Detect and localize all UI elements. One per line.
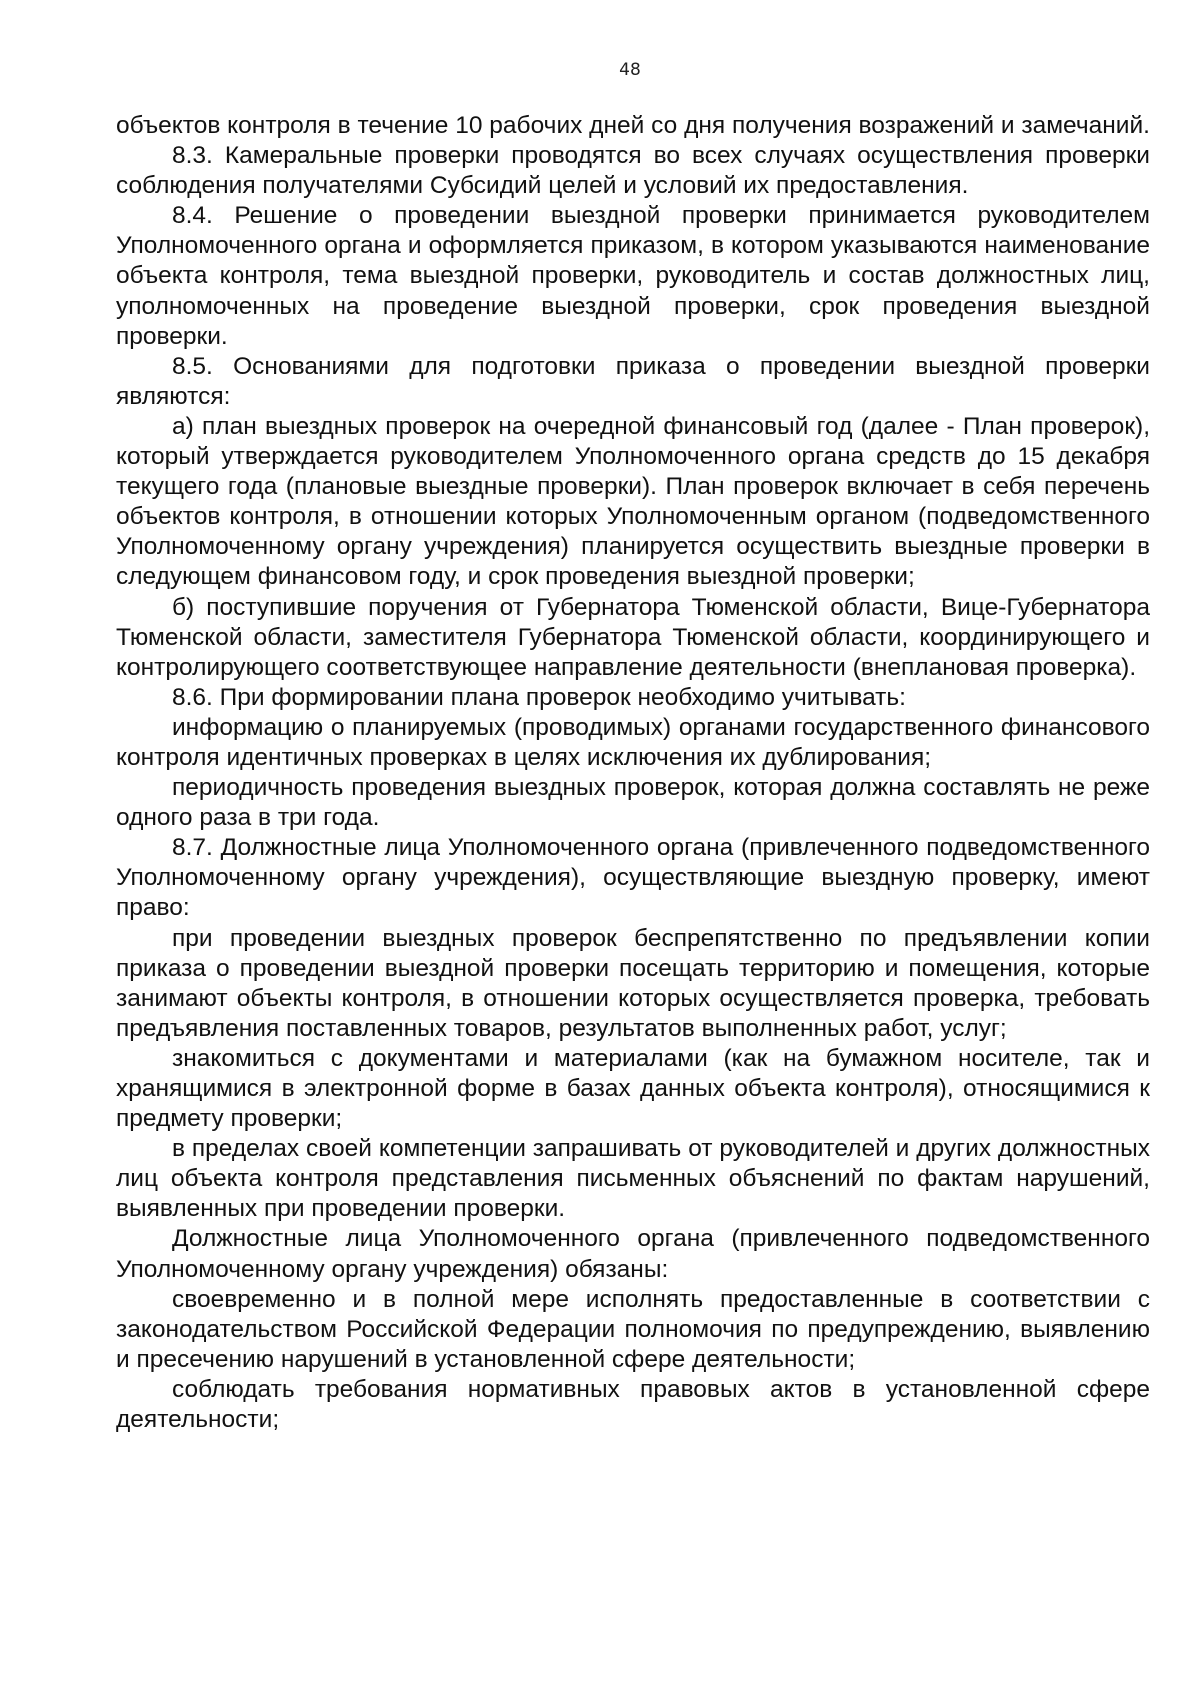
paragraph-8-6-item-2: периодичность проведения выездных проверок, которая должна составлять не реже одного раза в три года. (116, 774, 1150, 832)
paragraph-8-5: 8.5. Основаниями для подготовки приказа о проведении выездной проверки являются: (116, 352, 1150, 410)
paragraph-duties-intro: Должностные лица Уполномоченного органа (привлеченного подведомственного Уполномоченному органу учреждения) обязаны: (116, 1225, 1150, 1283)
document-body (116, 111, 1150, 1435)
paragraph-continuation: объектов контроля в течение 10 рабочих дней со дня получения возражений и замечаний. (116, 112, 1150, 139)
paragraph-8-7: 8.7. Должностные лица Уполномоченного органа (привлеченного подведомственного Уполномоченному органу учреждения), осуществляющие выездную проверку, имеют право: (116, 834, 1150, 922)
paragraph-8-7-right-1: при проведении выездных проверок беспрепятственно по предъявлении копии приказа о проведении выездной проверки посещать территорию и помещения, которые занимают объекты контроля, в отношении которых осуществляется проверка, требовать предъявления поставленных товаров, результатов выполненных работ, услуг; (116, 924, 1150, 1042)
paragraph-duty-2: соблюдать требования нормативных правовых актов в установленной сфере деятельности; (116, 1375, 1150, 1434)
page-number: 48 (619, 60, 641, 80)
paragraph-8-3: 8.3. Камеральные проверки проводятся во всех случаях осуществления проверки соблюдения получателями Субсидий целей и условий их предоставления. (116, 142, 1150, 200)
paragraph-8-6-item-1: информацию о планируемых (проводимых) органами государственного финансового контроля идентичных проверках в целях исключения их дублирования; (116, 713, 1150, 771)
paragraph-8-5-a: а) план выездных проверок на очередной финансовый год (далее - План проверок), который утверждается руководителем Уполномоченного органа средств до 15 декабря текущего года (плановые выездные проверки). План проверок включает в себя перечень объектов контроля, в отношении которых Уполномоченным органом (подведомственного Уполномоченному органу учреждения) планируется осуществить выездные проверки в следующем финансовом году, и срок проведения выездной проверки; (116, 412, 1150, 591)
paragraph-8-4: 8.4. Решение о проведении выездной проверки принимается руководителем Уполномоченного органа и оформляется приказом, в котором указываются наименование объекта контроля, тема выездной проверки, руководитель и состав должностных лиц, уполномоченных на проведение выездной проверки, срок проведения выездной проверки. (116, 202, 1150, 350)
paragraph-8-7-right-3: в пределах своей компетенции запрашивать от руководителей и других должностных лиц объекта контроля представления письменных объяснений по фактам нарушений, выявленных при проведении проверки. (116, 1135, 1150, 1223)
paragraph-8-6: 8.6. При формировании плана проверок необходимо учитывать: (172, 683, 906, 711)
paragraph-duty-1: своевременно и в полной мере исполнять предоставленные в соответствии с законодательством Российской Федерации полномочия по предупреждению, выявлению и пресечению нарушений в установленной сфере деятельности; (116, 1285, 1150, 1373)
paragraph-8-7-right-2: знакомиться с документами и материалами (как на бумажном носителе, так и хранящимися в электронной форме в базах данных объекта контроля), относящимися к предмету проверки; (116, 1044, 1150, 1133)
paragraph-8-5-b: б) поступившие поручения от Губернатора Тюменской области, Вице-Губернатора Тюменской области, заместителя Губернатора Тюменской области, координирующего и контролирующего соответствующее направление деятельности (внеплановая проверка). (116, 593, 1150, 681)
